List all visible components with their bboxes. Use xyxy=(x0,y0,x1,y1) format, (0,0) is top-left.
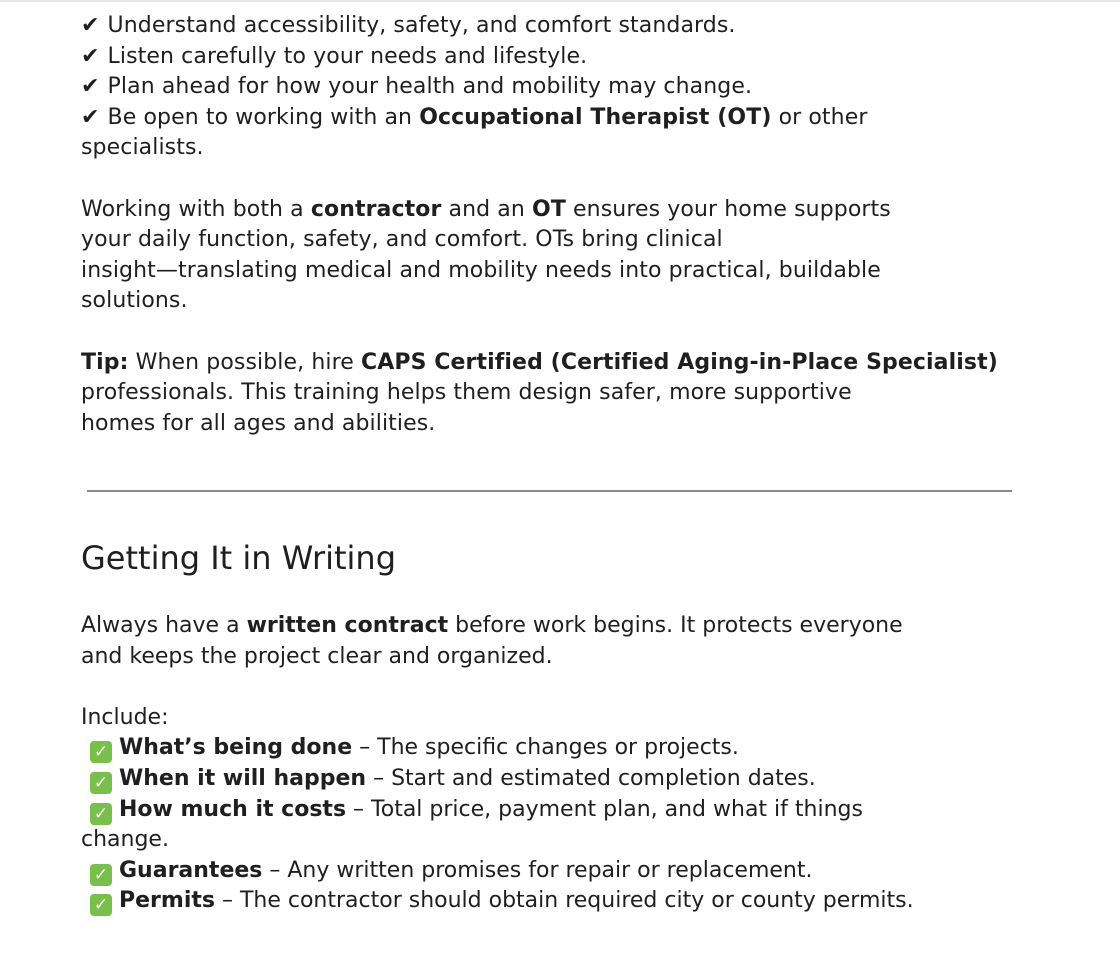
check-item-ot: ✔ Be open to working with an Occupational Therapist (OT) or other xyxy=(81,104,868,130)
top-rule xyxy=(0,0,1120,2)
tip-paragraph: Tip: When possible, hire CAPS Certified (Certified Aging-in-Place Specialist) professionals. This training helps them design safer, more supportive homes for all ages and abilities. xyxy=(81,349,998,436)
checkmark-icon: ✔ xyxy=(81,13,100,38)
check-item-ot-wrap: specialists. xyxy=(81,135,204,161)
include-list xyxy=(81,703,1041,917)
contract-section xyxy=(81,611,1041,917)
check-item: ✔ Plan ahead for how your health and mobility may change. xyxy=(81,74,753,100)
include-item: ✓ When it will happen – Start and estimated completion dates. xyxy=(81,764,1041,795)
contract-paragraph: Always have a written contract before work begins. It protects everyone and keeps the project clear and organized. xyxy=(81,613,903,669)
checkmark-icon: ✔ xyxy=(81,104,100,130)
check-item: ✔ Understand accessibility, safety, and comfort standards. xyxy=(81,13,736,38)
tip-label: Tip: xyxy=(81,349,129,375)
green-check-icon: ✓ xyxy=(90,741,112,763)
include-label: Include: xyxy=(81,704,169,730)
check-item: ✔ Listen carefully to your needs and lifestyle. xyxy=(81,43,588,69)
include-item: ✓ Permits – The contractor should obtain required city or county permits. xyxy=(81,886,1041,917)
checkmark-icon: ✔ xyxy=(81,74,100,100)
intro-section xyxy=(81,11,1021,439)
section-divider xyxy=(87,490,1012,492)
checkmark-icon: ✔ xyxy=(81,43,100,69)
green-check-icon: ✓ xyxy=(90,772,112,794)
include-item-wrap: change. xyxy=(81,827,169,853)
section-heading: Getting It in Writing xyxy=(81,539,397,577)
intro-checklist xyxy=(81,11,1021,164)
green-check-icon: ✓ xyxy=(90,894,112,916)
include-item: ✓ Guarantees – Any written promises for repair or replacement. xyxy=(81,856,1041,887)
working-paragraph: Working with both a contractor and an OT ensures your home supports your daily function, safety, and comfort. OTs bring clinical insight—translating medical and mobility needs into practical, buildable solutions. xyxy=(81,196,891,314)
include-item: ✓ What’s being done – The specific changes or projects. xyxy=(81,733,1041,764)
include-item: ✓ How much it costs – Total price, payment plan, and what if things xyxy=(81,795,1041,826)
green-check-icon: ✓ xyxy=(90,803,112,825)
green-check-icon: ✓ xyxy=(90,864,112,886)
